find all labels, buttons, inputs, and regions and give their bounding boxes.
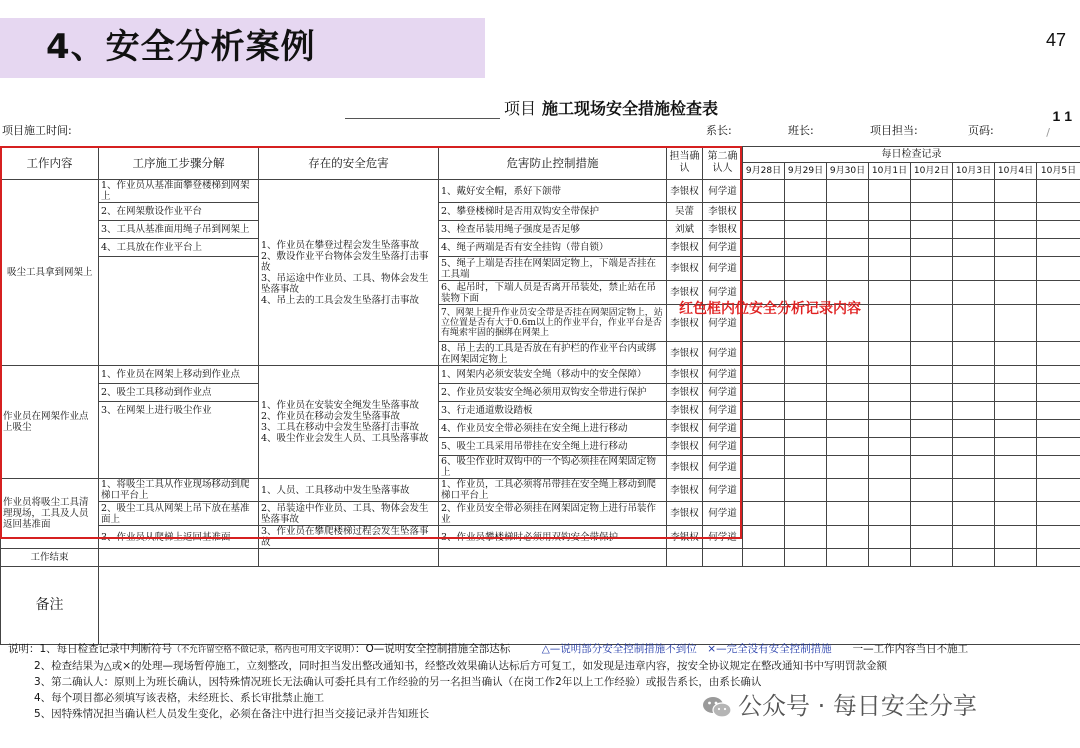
daily-check-cell xyxy=(827,221,869,239)
highlight-annotation: 红色框内位安全分析记录内容 xyxy=(679,301,861,317)
daily-check-cell xyxy=(1037,502,1080,526)
daily-check-cell xyxy=(995,203,1037,221)
daily-check-cell xyxy=(827,549,869,567)
remarks-row xyxy=(1,567,1080,645)
confirm-cell: 李银权 xyxy=(667,257,703,281)
confirm-cell: 李银权 xyxy=(667,342,703,366)
daily-check-cell xyxy=(743,420,785,438)
confirm-cell: 李银权 xyxy=(667,239,703,257)
daily-check-cell xyxy=(1037,456,1080,479)
daily-check-cell xyxy=(869,549,911,567)
daily-check-cell xyxy=(995,305,1037,342)
control-cell: 5、吸尘工具采用吊带挂在安全绳上进行移动 xyxy=(439,438,667,456)
daily-check-cell xyxy=(1037,257,1080,281)
remarks-content xyxy=(99,567,1080,645)
daily-check-cell xyxy=(827,402,869,420)
step-cell: 1、作业员从基准面攀登楼梯到网架上 xyxy=(99,180,259,203)
daily-check-cell xyxy=(869,438,911,456)
confirm-cell: 李银权 xyxy=(667,420,703,438)
daily-check-cell xyxy=(911,366,953,384)
daily-check-cell xyxy=(911,281,953,305)
daily-check-cell xyxy=(827,420,869,438)
daily-check-cell xyxy=(785,456,827,479)
daily-check-cell xyxy=(1037,420,1080,438)
daily-check-cell xyxy=(785,549,827,567)
note-1-f: 一—工作内容当日不施工 xyxy=(852,643,969,655)
control-cell: 3、行走通道敷设踏板 xyxy=(439,402,667,420)
daily-check-cell xyxy=(785,239,827,257)
daily-check-cell xyxy=(785,526,827,549)
daily-check-cell xyxy=(743,526,785,549)
work-content-cell: 吸尘工具拿到网架上 xyxy=(1,180,99,366)
header-date: 10月3日 xyxy=(953,163,995,180)
daily-check-cell xyxy=(995,239,1037,257)
daily-check-cell xyxy=(995,257,1037,281)
step-cell: 4、工具放在作业平台上 xyxy=(99,239,259,257)
daily-check-cell xyxy=(911,221,953,239)
project-name-blank xyxy=(345,104,500,119)
daily-check-cell xyxy=(785,180,827,203)
daily-check-cell xyxy=(785,402,827,420)
control-cell: 1、作业员，工具必须将吊带挂在安全绳上移动到爬梯口平台上 xyxy=(439,479,667,502)
header-second-confirm: 第二确认人 xyxy=(703,147,743,180)
daily-check-cell xyxy=(953,479,995,502)
note-1-e: ×—完全没有安全控制措施 xyxy=(707,643,832,655)
note-1-b: （不允许留空格不做记录，格内也可用文字说明） xyxy=(172,645,355,655)
second-confirm-cell: 何学道 xyxy=(703,257,743,281)
table-row xyxy=(1,479,1080,502)
hazard-cell: 2、吊装途中作业员、工具、物体会发生坠落事故 xyxy=(259,502,439,526)
daily-check-cell xyxy=(1037,281,1080,305)
second-confirm-cell: 何学道 xyxy=(703,479,743,502)
slide-title: 4、安全分析案例 xyxy=(46,27,316,67)
empty-cell xyxy=(259,549,439,567)
control-cell: 4、作业员安全带必须挂在安全绳上进行移动 xyxy=(439,420,667,438)
daily-check-cell xyxy=(953,438,995,456)
daily-check-cell xyxy=(995,342,1037,366)
daily-check-cell xyxy=(869,502,911,526)
control-cell: 2、作业员安全带必须挂在网架固定物上进行吊装作业 xyxy=(439,502,667,526)
daily-check-cell xyxy=(743,549,785,567)
daily-check-cell xyxy=(1037,549,1080,567)
page-label: 页码: xyxy=(968,124,994,137)
table-row xyxy=(1,384,1080,402)
wechat-icon xyxy=(702,695,732,719)
table-row xyxy=(1,502,1080,526)
confirm-cell: 李银权 xyxy=(667,366,703,384)
daily-check-cell xyxy=(869,221,911,239)
header-date: 10月1日 xyxy=(869,163,911,180)
daily-check-cell xyxy=(995,526,1037,549)
daily-check-cell xyxy=(953,342,995,366)
daily-check-cell xyxy=(911,384,953,402)
header-date: 10月5日 xyxy=(1037,163,1080,180)
empty-cell xyxy=(439,549,667,567)
daily-check-cell xyxy=(995,221,1037,239)
daily-check-cell xyxy=(785,479,827,502)
daily-check-cell xyxy=(995,456,1037,479)
daily-check-cell xyxy=(911,203,953,221)
control-cell: 6、起吊时，下端人员是否离开吊装处，禁止站在吊装物下面 xyxy=(439,281,667,305)
daily-check-cell xyxy=(911,257,953,281)
daily-check-cell xyxy=(911,342,953,366)
daily-check-cell xyxy=(953,221,995,239)
empty-cell xyxy=(99,549,259,567)
daily-check-cell xyxy=(995,479,1037,502)
daily-check-cell xyxy=(1037,305,1080,342)
daily-check-cell xyxy=(785,384,827,402)
note-1-c: ：O—说明安全控制措施全部达标 xyxy=(354,643,511,655)
daily-check-cell xyxy=(995,281,1037,305)
daily-check-cell xyxy=(1037,384,1080,402)
second-confirm-cell: 何学道 xyxy=(703,384,743,402)
note-line-4: 4、每个项目都必须填写该表格，未经班长、系长审批禁止施工 xyxy=(34,692,325,704)
daily-check-cell xyxy=(743,366,785,384)
daily-check-cell xyxy=(953,402,995,420)
daily-check-cell xyxy=(911,479,953,502)
note-line-3: 3、第二确认人：原则上为班长确认，因特殊情况班长无法确认可委托具有工作经验的另一名担当确认（在岗工作2年以上工作经验）或报告系长，由系长确认 xyxy=(34,676,762,688)
daily-check-cell xyxy=(1037,366,1080,384)
header-date: 10月4日 xyxy=(995,163,1037,180)
header-steps: 工序施工步骤分解 xyxy=(99,147,259,180)
second-confirm-cell: 何学道 xyxy=(703,305,743,342)
form-corner-slash: / xyxy=(1046,126,1050,139)
note-line-1 xyxy=(8,641,968,658)
daily-check-cell xyxy=(869,180,911,203)
control-cell: 6、吸尘作业时双钩中的一个钩必须挂在网架固定物上 xyxy=(439,456,667,479)
second-confirm-cell: 何学道 xyxy=(703,420,743,438)
table-row xyxy=(1,221,1080,239)
daily-check-cell xyxy=(911,456,953,479)
note-line-5: 5、因特殊情况担当确认栏人员发生变化，必须在备注中进行担当交接记录并告知班长 xyxy=(34,708,430,720)
daily-check-cell xyxy=(827,203,869,221)
daily-check-cell xyxy=(1037,342,1080,366)
daily-check-cell xyxy=(785,342,827,366)
daily-check-cell xyxy=(743,402,785,420)
step-cell: 3、作业员从爬梯上返回基准面 xyxy=(99,526,259,549)
work-end-cell: 工作结束 xyxy=(1,549,99,567)
daily-check-cell xyxy=(953,384,995,402)
work-content-cell: 作业员将吸尘工具清理现场，工具及人员返回基准面 xyxy=(1,479,99,549)
step-cell: 2、在网架敷设作业平台 xyxy=(99,203,259,221)
daily-check-cell xyxy=(911,549,953,567)
daily-check-cell xyxy=(827,366,869,384)
second-confirm-cell: 何学道 xyxy=(703,502,743,526)
daily-check-cell xyxy=(869,281,911,305)
second-confirm-cell: 李银权 xyxy=(703,203,743,221)
work-content-cell: 作业员在网架作业点上吸尘 xyxy=(1,366,99,479)
second-confirm-cell: 何学道 xyxy=(703,239,743,257)
daily-check-cell xyxy=(785,257,827,281)
confirm-cell: 李银权 xyxy=(667,526,703,549)
page-number: 47 xyxy=(1045,30,1066,50)
watermark-text: 公众号 · 每日安全分享 xyxy=(738,692,977,720)
daily-check-cell xyxy=(743,180,785,203)
daily-check-cell xyxy=(743,479,785,502)
confirm-cell: 刘斌 xyxy=(667,221,703,239)
note-1-d: △—说明部分安全控制措施不到位 xyxy=(541,643,697,655)
table-row xyxy=(1,402,1080,420)
daily-check-cell xyxy=(953,366,995,384)
daily-check-cell xyxy=(1037,438,1080,456)
daily-check-cell xyxy=(743,257,785,281)
second-confirm-cell: 何学道 xyxy=(703,402,743,420)
step-cell-empty xyxy=(99,257,259,366)
daily-check-cell xyxy=(869,384,911,402)
table-row xyxy=(1,366,1080,384)
daily-check-cell xyxy=(869,239,911,257)
daily-check-cell xyxy=(743,239,785,257)
daily-check-cell xyxy=(995,366,1037,384)
second-confirm-cell: 何学道 xyxy=(703,366,743,384)
header-work: 工作内容 xyxy=(1,147,99,180)
confirm-cell: 李银权 xyxy=(667,456,703,479)
control-cell: 2、作业员安装安全绳必须用双钩安全带进行保护 xyxy=(439,384,667,402)
daily-check-cell xyxy=(827,438,869,456)
note-1-a: 说明：1、每日检查记录中判断符号 xyxy=(8,643,173,655)
daily-check-cell xyxy=(827,180,869,203)
header-daily-record: 每日检查记录 xyxy=(743,147,1080,163)
daily-check-cell xyxy=(995,502,1037,526)
daily-check-cell xyxy=(743,221,785,239)
second-confirm-cell: 何学道 xyxy=(703,180,743,203)
daily-check-cell xyxy=(827,384,869,402)
daily-check-cell xyxy=(785,502,827,526)
daily-check-cell xyxy=(1037,526,1080,549)
second-confirm-cell: 李银权 xyxy=(703,221,743,239)
table-row xyxy=(1,257,1080,281)
hazard-cell: 1、作业员在安装安全绳发生坠落事故 2、作业员在移动会发生坠落事故 3、工具在移动中会发生坠落打击事故 4、吸尘作业会发生人员、工具坠落事故 xyxy=(259,366,439,479)
daily-check-cell xyxy=(911,305,953,342)
daily-check-cell xyxy=(785,438,827,456)
daily-check-cell xyxy=(995,549,1037,567)
daily-check-cell xyxy=(869,257,911,281)
form-title-main: 施工现场安全措施检查表 xyxy=(542,99,719,118)
form-title xyxy=(345,96,745,119)
safety-check-table xyxy=(0,146,1080,645)
step-cell: 3、在网架上进行吸尘作业 xyxy=(99,402,259,479)
second-confirm-cell: 何学道 xyxy=(703,456,743,479)
note-line-2: 2、检查结果为△或×的处理—现场暂停施工，立刻整改，同时担当发出整改通知书，经整改效果确认达标后方可复工，如发现是违章内容，按安全协议规定在整改通知书中写明罚款金额 xyxy=(34,660,888,672)
table-row xyxy=(1,203,1080,221)
daily-check-cell xyxy=(743,456,785,479)
control-cell: 1、网架内必须安装安全绳（移动中的安全保障） xyxy=(439,366,667,384)
daily-check-cell xyxy=(953,257,995,281)
control-cell: 2、攀登楼梯时是否用双钩安全带保护 xyxy=(439,203,667,221)
confirm-cell: 李银权 xyxy=(667,502,703,526)
header-date: 9月29日 xyxy=(785,163,827,180)
step-cell: 2、吸尘工具移动到作业点 xyxy=(99,384,259,402)
empty-cell xyxy=(703,549,743,567)
table-row xyxy=(1,239,1080,257)
hazard-cell: 1、作业员在攀登过程会发生坠落事故 2、敷设作业平台物体会发生坠落打击事故 3、吊运途中作业员、工具、物体会发生坠落事故 4、吊上去的工具会发生坠落打击事故 xyxy=(259,180,439,366)
control-cell: 5、绳子上端是否挂在网架固定物上，下端是否挂在工具端 xyxy=(439,257,667,281)
daily-check-cell xyxy=(743,438,785,456)
daily-check-cell xyxy=(743,502,785,526)
daily-check-cell xyxy=(785,221,827,239)
daily-check-cell xyxy=(827,456,869,479)
second-confirm-cell: 何学道 xyxy=(703,281,743,305)
daily-check-cell xyxy=(911,180,953,203)
daily-check-cell xyxy=(869,479,911,502)
daily-check-cell xyxy=(953,526,995,549)
confirm-cell: 李银权 xyxy=(667,281,703,305)
step-cell: 1、作业员在网架上移动到作业点 xyxy=(99,366,259,384)
header-date: 10月2日 xyxy=(911,163,953,180)
project-owner-label: 项目担当: xyxy=(870,124,918,137)
daily-check-cell xyxy=(827,239,869,257)
daily-check-cell xyxy=(953,203,995,221)
daily-check-cell xyxy=(1037,180,1080,203)
daily-check-cell xyxy=(911,502,953,526)
daily-check-cell xyxy=(869,342,911,366)
daily-check-cell xyxy=(827,342,869,366)
daily-check-cell xyxy=(869,366,911,384)
watermark xyxy=(702,686,977,721)
control-cell: 8、吊上去的工具是否放在有护栏的作业平台内或绑在网架固定物上 xyxy=(439,342,667,366)
daily-check-cell xyxy=(953,456,995,479)
daily-check-cell xyxy=(869,203,911,221)
daily-check-cell xyxy=(953,549,995,567)
header-date: 9月30日 xyxy=(827,163,869,180)
daily-check-cell xyxy=(1037,221,1080,239)
daily-check-cell xyxy=(743,203,785,221)
header-hazards: 存在的安全危害 xyxy=(259,147,439,180)
daily-check-cell xyxy=(1037,203,1080,221)
control-cell: 1、戴好安全帽，系好下颌带 xyxy=(439,180,667,203)
daily-check-cell xyxy=(995,438,1037,456)
step-cell: 2、吸尘工具从网架上吊下放在基准面上 xyxy=(99,502,259,526)
daily-check-cell xyxy=(827,526,869,549)
header-confirm: 担当确认 xyxy=(667,147,703,180)
confirm-cell: 李银权 xyxy=(667,180,703,203)
daily-check-cell xyxy=(995,384,1037,402)
daily-check-cell xyxy=(1037,239,1080,257)
confirm-cell: 李银权 xyxy=(667,384,703,402)
daily-check-cell xyxy=(1037,479,1080,502)
daily-check-cell xyxy=(827,502,869,526)
hazard-cell: 3、作业员在攀爬楼梯过程会发生坠落事故 xyxy=(259,526,439,549)
confirm-cell: 李银权 xyxy=(667,479,703,502)
second-confirm-cell: 何学道 xyxy=(703,526,743,549)
daily-check-cell xyxy=(953,502,995,526)
header-date: 9月28日 xyxy=(743,163,785,180)
control-cell: 4、绳子两端是否有安全挂钩（带自锁） xyxy=(439,239,667,257)
control-cell: 3、检查吊装用绳子强度是否足够 xyxy=(439,221,667,239)
daily-check-cell xyxy=(953,420,995,438)
form-corner-number: 1 1 xyxy=(1052,108,1072,124)
daily-check-cell xyxy=(995,402,1037,420)
control-cell: 7、网架上提升作业员安全带是否挂在网架固定物上，站立位置是否有大于0.6m以上的作业平台，作业平台是否有绳索牢固的捆绑在网架上 xyxy=(439,305,667,342)
step-cell: 1、将吸尘工具从作业现场移动到爬梯口平台上 xyxy=(99,479,259,502)
confirm-cell: 李银权 xyxy=(667,402,703,420)
daily-check-cell xyxy=(953,239,995,257)
department-label: 系长: xyxy=(706,124,732,137)
table-row xyxy=(1,180,1080,203)
daily-check-cell xyxy=(953,305,995,342)
daily-check-cell xyxy=(827,479,869,502)
daily-check-cell xyxy=(785,366,827,384)
daily-check-cell xyxy=(827,257,869,281)
form-title-project: 项目 xyxy=(504,99,537,118)
header-controls: 危害防止控制措施 xyxy=(439,147,667,180)
daily-check-cell xyxy=(911,420,953,438)
step-cell: 3、工具从基准面用绳子吊到网架上 xyxy=(99,221,259,239)
daily-check-cell xyxy=(743,342,785,366)
daily-check-cell xyxy=(911,402,953,420)
second-confirm-cell: 何学道 xyxy=(703,342,743,366)
confirm-cell: 李银权 xyxy=(667,438,703,456)
control-cell: 3、作业员攀楼梯时必须用双钩安全带保护 xyxy=(439,526,667,549)
remarks-label: 备注 xyxy=(1,567,99,645)
confirm-cell: 李银权 xyxy=(667,305,703,342)
daily-check-cell xyxy=(953,281,995,305)
project-time-label: 项目施工时间: xyxy=(2,124,72,137)
table-row xyxy=(1,526,1080,549)
empty-cell xyxy=(667,549,703,567)
daily-check-cell xyxy=(785,203,827,221)
daily-check-cell xyxy=(911,526,953,549)
daily-check-cell xyxy=(953,180,995,203)
daily-check-cell xyxy=(995,180,1037,203)
daily-check-cell xyxy=(995,420,1037,438)
daily-check-cell xyxy=(911,239,953,257)
daily-check-cell xyxy=(869,402,911,420)
hazard-cell: 1、人员、工具移动中发生坠落事故 xyxy=(259,479,439,502)
daily-check-cell xyxy=(911,438,953,456)
second-confirm-cell: 何学道 xyxy=(703,438,743,456)
daily-check-cell xyxy=(869,420,911,438)
daily-check-cell xyxy=(869,526,911,549)
confirm-cell: 吴蕾 xyxy=(667,203,703,221)
daily-check-cell xyxy=(869,305,911,342)
daily-check-cell xyxy=(1037,402,1080,420)
table-row xyxy=(1,549,1080,567)
daily-check-cell xyxy=(869,456,911,479)
daily-check-cell xyxy=(785,420,827,438)
daily-check-cell xyxy=(743,384,785,402)
team-label: 班长: xyxy=(788,124,814,137)
